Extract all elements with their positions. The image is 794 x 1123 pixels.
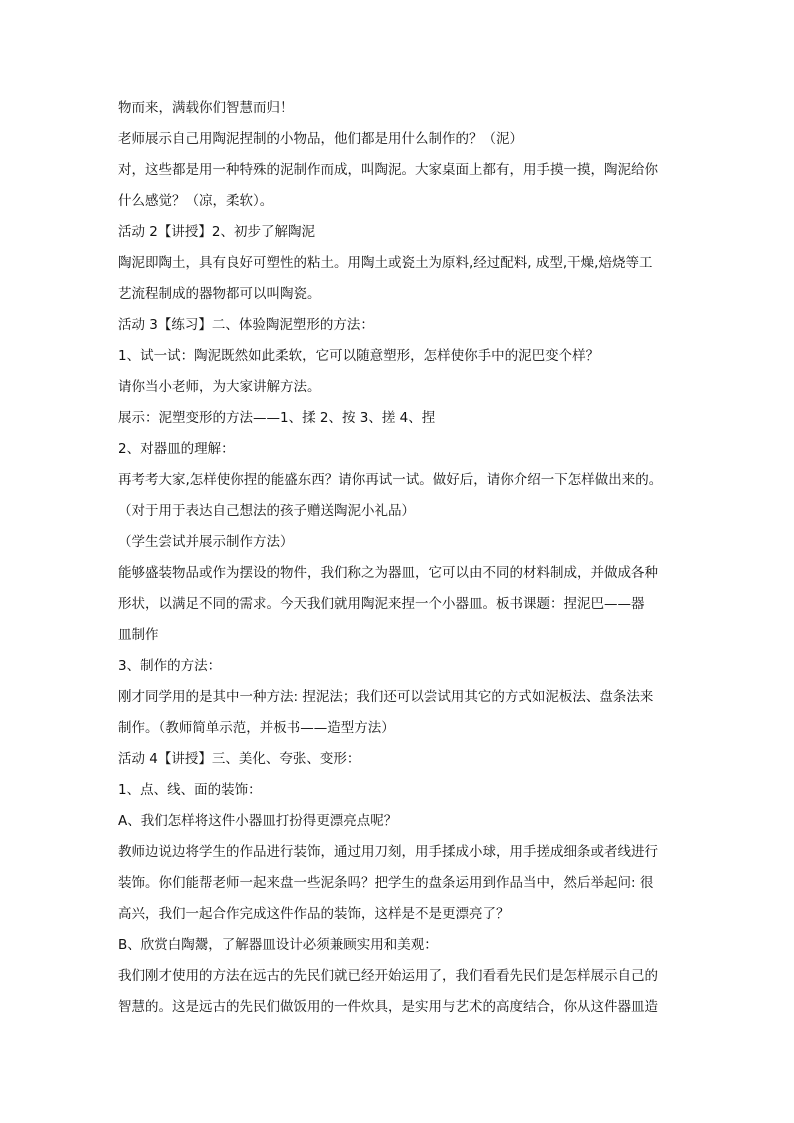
text-line: 皿制作 xyxy=(118,627,159,643)
text-line: 形状，以满足不同的需求。今天我们就用陶泥来捏一个小器皿。板书课题：捏泥巴——器 xyxy=(118,596,645,612)
text-line: 装饰。你们能帮老师一起来盘一些泥条吗？把学生的盘条运用到作品当中，然后举起问: 很 xyxy=(118,875,654,891)
text-line: 对，这些都是用一种特殊的泥制作而成，叫陶泥。大家桌面上都有，用手摸一摸，陶泥给你 xyxy=(118,162,658,178)
text-line: 能够盛装物品或作为摆设的物件，我们称之为器皿，它可以由不同的材料制成，并做成各种 xyxy=(118,565,658,581)
text-line: （学生尝试并展示制作方法） xyxy=(118,534,294,550)
text-line: 艺流程制成的器物都可以叫陶瓷。 xyxy=(118,286,321,302)
text-line: （对于用于表达自己想法的孩子赠送陶泥小礼品） xyxy=(118,503,415,519)
text-line: 再考考大家,怎样使你捏的能盛东西？请你再试一试。做好后，请你介绍一下怎样做出来的。 xyxy=(118,472,663,488)
text-line: 物而来，满载你们智慧而归！ xyxy=(118,100,294,116)
text-line: 请你当小老师，为大家讲解方法。 xyxy=(118,379,321,395)
activity-heading: 活动 2【讲授】2、初步了解陶泥 xyxy=(118,224,315,240)
activity-heading: 活动 3【练习】二、体验陶泥塑形的方法： xyxy=(118,317,374,333)
text-line: 老师展示自己用陶泥捏制的小物品，他们都是用什么制作的？（泥） xyxy=(118,131,523,147)
section-heading: 3、制作的方法： xyxy=(118,658,222,674)
activity-heading: 活动 4【讲授】三、美化、夸张、变形： xyxy=(118,751,361,767)
document-body xyxy=(118,93,680,1023)
text-line: 制作。（教师简单示范，并板书——造型方法） xyxy=(118,720,395,736)
section-heading: 1、点、线、面的装饰： xyxy=(118,782,262,798)
text-line: 什么感觉？（凉，柔软）。 xyxy=(118,193,274,209)
text-line: B、欣赏白陶鬶，了解器皿设计必须兼顾实用和美观： xyxy=(118,937,438,953)
text-line: A、我们怎样将这件小器皿打扮得更漂亮点呢？ xyxy=(118,813,398,829)
text-line: 陶泥即陶土，具有良好可塑性的粘土。用陶土或瓷土为原料,经过配料, 成型,干燥,焙烧等工 xyxy=(118,255,653,271)
text-line: 1、试一试：陶泥既然如此柔软，它可以随意塑形，怎样使你手中的泥巴变个样？ xyxy=(118,348,600,364)
text-line: 我们刚才使用的方法在远古的先民们就已经开始运用了，我们看看先民们是怎样展示自己的 xyxy=(118,968,658,984)
section-heading: 2、对器皿的理解： xyxy=(118,441,235,457)
text-line: 高兴，我们一起合作完成这件作品的装饰，这样是不是更漂亮了？ xyxy=(118,906,510,922)
text-line: 教师边说边将学生的作品进行装饰，通过用刀刻，用手揉成小球，用手搓成细条或者线进行 xyxy=(118,844,658,860)
text-line: 智慧的。这是远古的先民们做饭用的一件炊具，是实用与艺术的高度结合，你从这件器皿造 xyxy=(118,999,658,1015)
text-line: 展示：泥塑变形的方法——1、揉 2、按 3、搓 4、捏 xyxy=(118,410,436,426)
text-line: 刚才同学用的是其中一种方法: 捏泥法；我们还可以尝试用其它的方式如泥板法、盘条法来 xyxy=(118,689,654,705)
